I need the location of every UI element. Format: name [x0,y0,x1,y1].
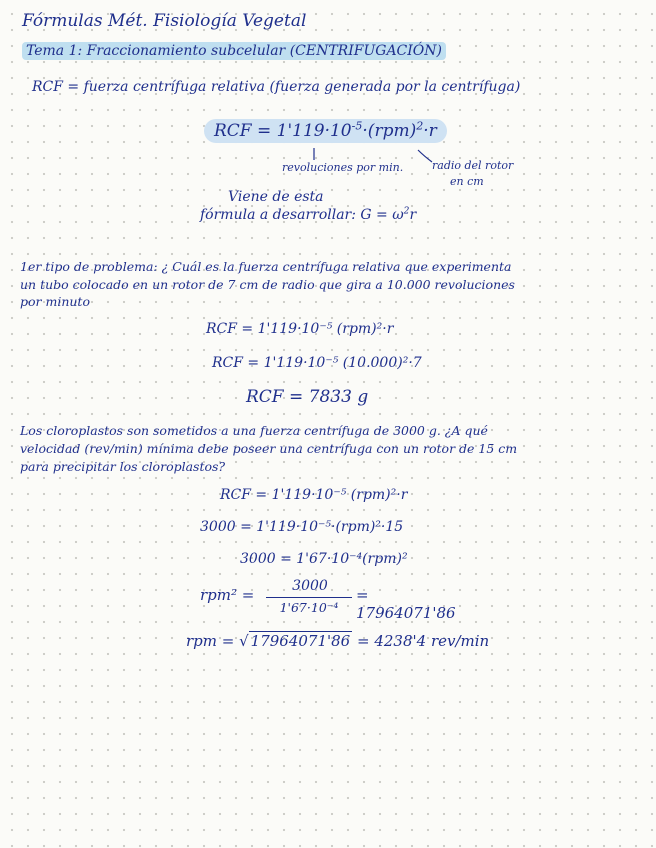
problem1-step1: RCF = 1'119·10⁻⁵ (rpm)²·r [206,321,394,337]
sqrt-lhs: rpm = [186,632,240,650]
main-formula [204,119,447,141]
note-radius-line1: radio del rotor [432,159,514,172]
problem2-step1: RCF = 1'119·10⁻⁵ (rpm)²·r [220,487,408,503]
problem1-step2: RCF = 1'119·10⁻⁵ (10.000)²·7 [212,355,422,371]
sqrt-radicand: 17964071'86 [250,632,351,650]
note-radius-line2: en cm [450,175,484,188]
problem2-line3: para precipitar los cloroplastos? [20,459,226,474]
sqrt-sign-icon: √ [239,632,249,650]
fraction-numerator: 3000 [292,578,328,594]
topic-heading-text: Tema 1: Fraccionamiento subcelular (CENTRIFUGACIÓN) [22,42,446,60]
rpm-result [186,632,489,650]
problem1-line1: 1er tipo de problema: ¿ Cuál es la fuerza centrífuga relativa que experimenta [20,259,512,274]
problem1-result: RCF = 7833 g [246,387,369,407]
fraction-lhs: rpm² = [200,586,255,604]
problem1-line2: un tubo colocado en un rotor de 7 cm de radio que gira a 10.000 revoluciones [20,277,515,292]
problem2-step3: 3000 = 1'67·10⁻⁴(rpm)² [240,551,408,567]
problem2-line1: Los cloroplastos son sometidos a una fuerza centrífuga de 3000 g. ¿A qué [20,423,488,438]
derivation-line2: fórmula a desarrollar: $G = \omega^2r$ [200,206,417,223]
main-formula-highlight: RCF = $1'119\cdot 10^{-5}\cdot(rpm)^2\cdot r$ [204,119,447,143]
fraction-bar [266,597,352,598]
problem2-step2: 3000 = 1'119·10⁻⁵·(rpm)²·15 [200,519,404,535]
topic-heading [22,44,446,59]
note-rpm: revoluciones por min. [282,161,404,174]
rpm-squared-fraction [200,578,460,622]
page-title: Fórmulas Mét. Fisiología Vegetal [22,11,307,31]
problem1-line3: por minuto [20,294,90,309]
sqrt-rhs: = 4238'4 rev/min [352,632,490,650]
problem2-line2: velocidad (rev/min) mínima debe poseer una centrífuga con un rotor de 15 cm [20,441,518,456]
fraction-denominator: 1'67·10⁻⁴ [279,600,339,615]
fraction-rhs: = 17964071'86 [356,586,456,622]
rcf-definition: RCF = fuerza centrífuga relativa (fuerza generada por la centrífuga) [32,79,521,95]
annotation-arrows [300,146,450,166]
derivation-line1: Viene de esta [228,189,324,205]
